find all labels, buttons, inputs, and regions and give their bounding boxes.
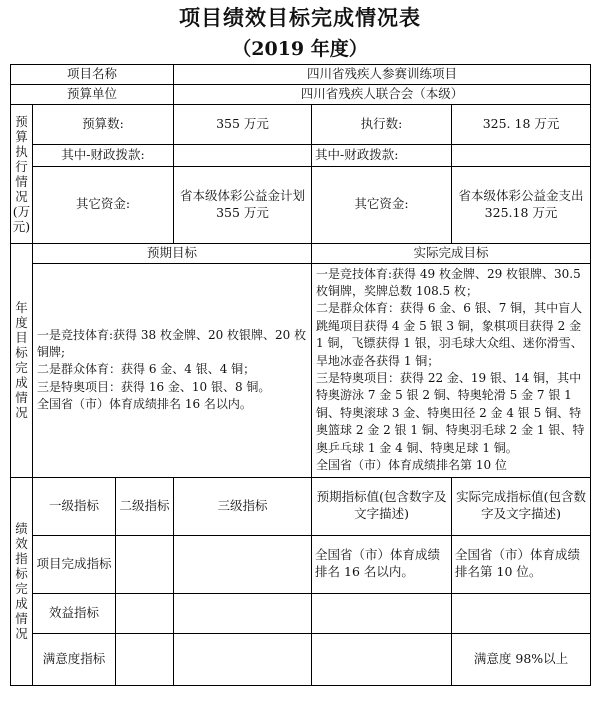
- performance-side-label: 绩 效 指 标 完 成 情 况: [11, 477, 33, 685]
- row-benefit-expected: [312, 593, 452, 633]
- other-funds-value-actual: 省本级体彩公益金支出 325.18 万元: [452, 166, 591, 243]
- row-benefit-level3: [174, 593, 312, 633]
- row-completion-expected: 全国省（市）体育成绩排名 16 名以内。: [312, 535, 452, 593]
- fiscal-label-planned: 其中-财政拨款:: [33, 144, 174, 166]
- row-satisfaction-expected: [312, 633, 452, 685]
- budget-side-label: 预 算 执 行 情 况 (万 元): [11, 104, 33, 243]
- fiscal-value-actual: [452, 144, 591, 166]
- other-funds-label-planned: 其它资金:: [33, 166, 174, 243]
- project-name-label: 项目名称: [11, 65, 174, 85]
- project-name-value: 四川省残疾人参赛训练项目: [174, 65, 591, 85]
- expected-goals-text: 一是竞技体育:获得 38 枚金牌、20 枚银牌、20 枚铜牌; 二是群众体育：获得 6 金、4 银、4 铜； 三是特奥项目：获得 16 金、10 银、8 铜。 全国省（市）体育成绩排名 16 名以内。: [33, 263, 312, 477]
- budget-amount-value: 355 万元: [174, 104, 312, 144]
- budget-unit-label: 预算单位: [11, 84, 174, 104]
- execution-label: 执行数:: [312, 104, 452, 144]
- header-level3: 三级指标: [174, 477, 312, 535]
- row-benefit-actual: [452, 593, 591, 633]
- budget-amount-label: 预算数:: [33, 104, 174, 144]
- row-completion-label: 项目完成指标: [33, 535, 116, 593]
- row-completion-actual: 全国省（市）体育成绩排名第 10 位。: [452, 535, 591, 593]
- budget-unit-value: 四川省残疾人联合会（本级）: [174, 84, 591, 104]
- actual-goals-header: 实际完成目标: [312, 243, 591, 263]
- header-expected-value: 预期指标值(包含数字及文字描述): [312, 477, 452, 535]
- row-benefit-level2: [116, 593, 174, 633]
- row-satisfaction-actual: 满意度 98%以上: [452, 633, 591, 685]
- execution-value: 325. 18 万元: [452, 104, 591, 144]
- row-satisfaction-label: 满意度指标: [33, 633, 116, 685]
- other-funds-label-actual: 其它资金:: [312, 166, 452, 243]
- row-satisfaction-level3: [174, 633, 312, 685]
- fiscal-value-planned: [174, 144, 312, 166]
- performance-table: [10, 64, 591, 686]
- row-benefit-label: 效益指标: [33, 593, 116, 633]
- row-satisfaction-level2: [116, 633, 174, 685]
- header-actual-value: 实际完成指标值(包含数字及文字描述): [452, 477, 591, 535]
- page-year: （2019 年度）: [232, 38, 368, 60]
- row-completion-level2: [116, 535, 174, 593]
- actual-goals-text: 一是竞技体育:获得 49 枚金牌、29 枚银牌、30.5 枚铜牌，奖牌总数 108.5 枚； 二是群众体育：获得 6 金、6 银、7 铜，其中盲人跳绳项目获得 4 金 5 银 3 铜，象棋项目获得 2 金 1 铜，飞镖获得 1 银，羽毛球大众组、迷你滑雪、旱地冰壶各获得 1 铜； 三是特奥项目：获得 22 金、19 银、14 铜，其中特奥游泳 7 金 5 银 2 铜、特奥轮滑 5 金 7 银 1 铜、特奥滚球 3 金、特奥田径 2 金 4 银 5 铜、特奥篮球 2 金 2 银 1 铜、特奥羽毛球 2 金 1 银、特奥乒乓球 1 金 4 铜、特奥足球 1 铜。 全国省（市）体育成绩排名第 10 位: [312, 263, 591, 477]
- row-completion-level3: [174, 535, 312, 593]
- header-level1: 一级指标: [33, 477, 116, 535]
- page-title: 项目绩效目标完成情况表: [179, 5, 421, 30]
- fiscal-label-actual: 其中-财政拨款:: [312, 144, 452, 166]
- expected-goals-header: 预期目标: [33, 243, 312, 263]
- header-level2: 二级指标: [116, 477, 174, 535]
- other-funds-value-planned: 省本级体彩公益金计划 355 万元: [174, 166, 312, 243]
- annual-side-label: 年 度 目 标 完 成 情 况: [11, 243, 33, 477]
